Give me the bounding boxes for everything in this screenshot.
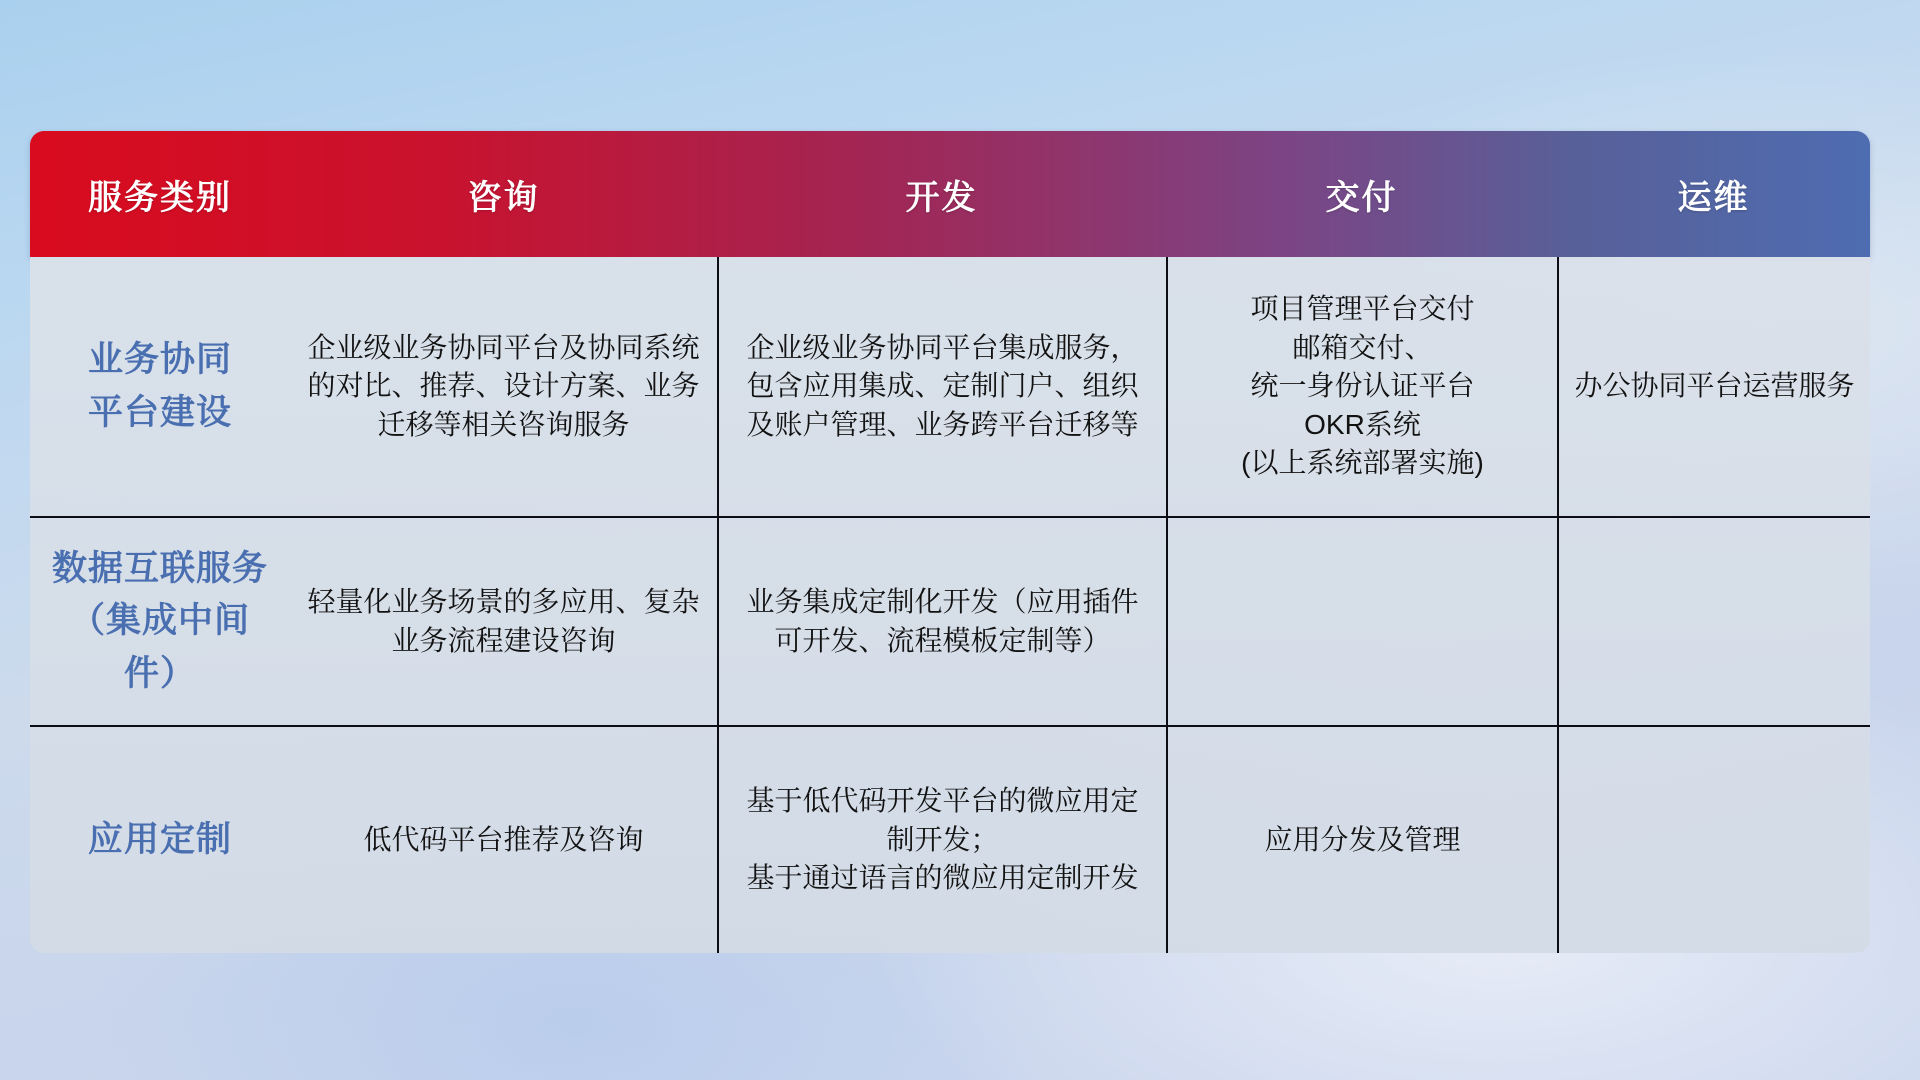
delivery-cell: 项目管理平台交付 邮箱交付、 统一身份认证平台 OKR系统 (以上系统部署实施) [1166,257,1557,516]
category-cell: 数据互联服务 （集成中间件） [51,548,268,693]
category-cell: 业务协同 平台建设 [87,340,232,432]
operations-cell [1557,518,1870,725]
development-cell: 业务集成定制化开发（应用插件可开发、流程模板定制等） [717,518,1166,725]
consulting-cell: 企业级业务协同平台及协同系统的对比、推荐、设计方案、业务迁移等相关咨询服务 [307,331,700,440]
service-table [30,131,1870,953]
header-cell-consulting: 咨询 [467,178,540,217]
table-row-collaboration-platform [30,257,1870,518]
table-row-app-customization [30,727,1870,953]
consulting-cell: 轻量化业务场景的多应用、复杂业务流程建设咨询 [307,585,700,656]
development-cell: 企业级业务协同平台集成服务，包含应用集成、定制门户、组织及账户管理、业务跨平台迁移等 [717,257,1166,516]
header-cell-delivery: 交付 [1325,178,1398,217]
delivery-cell: 应用分发及管理 [1166,727,1557,953]
operations-cell: 办公协同平台运营服务 [1557,257,1870,516]
category-cell: 应用定制 [87,819,232,859]
header-cell-service-category: 服务类别 [88,178,232,217]
table-row-data-interconnection [30,518,1870,727]
development-cell: 基于低代码开发平台的微应用定制开发； 基于通过语言的微应用定制开发 [717,727,1166,953]
consulting-cell: 低代码平台推荐及咨询 [363,823,644,855]
operations-cell [1557,727,1870,953]
table-header-row [30,131,1870,257]
header-cell-operations: 运维 [1677,178,1750,217]
header-cell-development: 开发 [905,178,978,217]
table-body [30,257,1870,953]
delivery-cell [1166,518,1557,725]
